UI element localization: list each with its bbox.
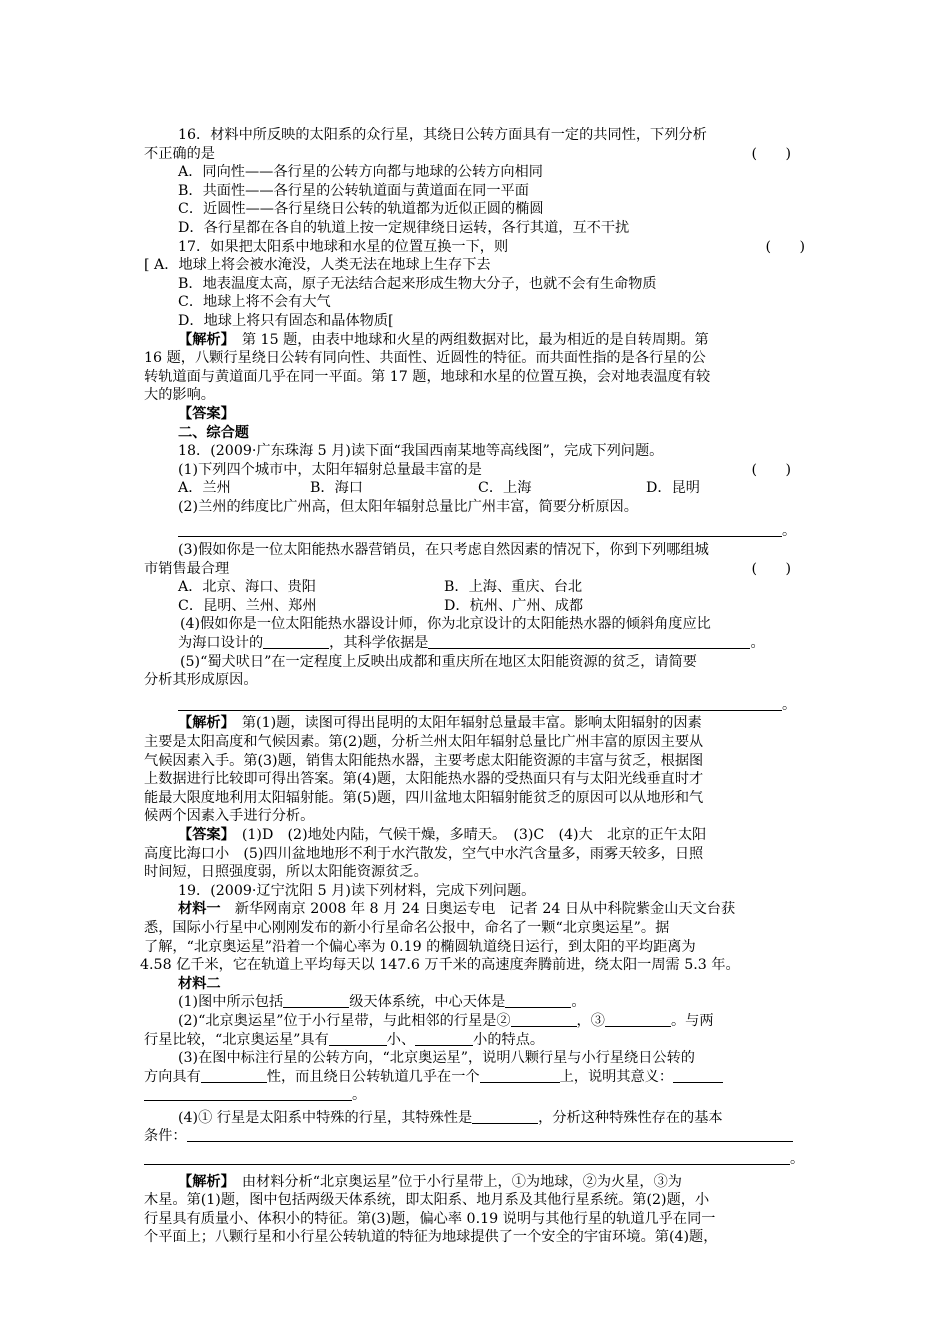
section2-title: 二、综合题: [178, 424, 249, 441]
analysis1-line4: 大的影响。: [144, 387, 215, 404]
q18-s3-stem-end: 市销售最合理: [144, 560, 230, 577]
q18-s4-text-a: 为海口设计的: [178, 635, 264, 652]
document-page: [140, 120, 809, 1247]
answer1-label: 【答案】: [178, 405, 235, 422]
q19-m2-label: 材料二: [178, 975, 221, 992]
q17-option-c: C．地球上将不会有大气: [178, 294, 331, 311]
analysis2-label: 【解析】: [178, 715, 228, 732]
q19-s4-text-c: 条件：: [144, 1128, 187, 1145]
q19-s3-blank3: [673, 1068, 723, 1083]
q18-s3-options-row1: [144, 578, 809, 597]
q18-s4-blank1: [263, 634, 329, 649]
q19-s4-line3: [144, 1150, 809, 1169]
q16-line1: 16．材料中所反映的太阳系的众行星，其绕日公转方面具有一定的共同性，下列分析: [178, 127, 707, 143]
q19-s2-text-e: 小、: [386, 1031, 416, 1048]
q19-s1-text-a: (1)图中所示包括: [178, 994, 284, 1011]
q19-s3-line2: [144, 1068, 809, 1087]
q19-m1-line2: 悉，国际小行星中心刚刚发布的新小行星命名公报中，命名了一颗“北京奥运星”。据: [144, 919, 670, 936]
q18-s4-text-b: ，其科学依据是: [329, 635, 429, 652]
analysis1-label: 【解析】: [178, 331, 228, 348]
analysis3-label: 【解析】: [178, 1173, 228, 1190]
q18-s3-line1: (3)假如你是一位太阳能热水器营销员，在只考虑自然因素的情况下，你到下列哪组城: [178, 542, 709, 559]
q19-s4-line1: [144, 1109, 809, 1128]
q19-s4-end: 。: [790, 1151, 805, 1168]
analysis3-line3: 行星具有质量小、体积小的特征。第(3)题，偏心率 0.19 说明与其他行星的轨道几乎在同一: [144, 1210, 716, 1227]
q19-m1-text1: 新华网南京 2008 年 8 月 24 日奥运专电 记者 24 日从中科院紫金山天文台获: [220, 901, 736, 918]
q19-s4-blank1: [472, 1109, 538, 1124]
q18-s4-blank2: [428, 634, 750, 649]
q19-s2-text-a: (2)“北京奥运星”位于小行星带，与此相邻的行星是②: [178, 1012, 511, 1029]
q18-s2-answer-line: [144, 522, 809, 541]
analysis1-line3: 转轨道面与黄道面几乎在同一平面。第 17 题，地球和水星的位置互换，会对地表温度有较: [144, 368, 711, 385]
q19-s2-blank2: [605, 1012, 671, 1027]
analysis3-text1: 由材料分析“北京奥运星”位于小行星带上，①为地球，②为火星，③为: [227, 1173, 682, 1190]
q17-option-b: B．地表温度太高，原子无法结合起来形成生物大分子，也就不会有生命物质: [178, 275, 657, 292]
q16-option-c: C．近圆性——各行星绕日公转的轨道都为近似正圆的椭圆: [178, 201, 544, 218]
analysis1-text1: 第 15 题，由表中地球和火星的两组数据对比，最为相近的是自转周期。第: [227, 331, 709, 348]
q18-s1-option-a: A．兰州: [178, 480, 231, 497]
q19-s2-blank3: [329, 1031, 387, 1046]
q18-s4-line2: [144, 634, 809, 653]
q16-answer-paren: ( ): [751, 145, 791, 162]
q19-m1-line4: 4.58 亿千米，它在轨道上平均每天以 147.6 万千米的高速度奔腾前进，绕太阳一周需 5.3 年。: [140, 957, 740, 974]
q17-line1: [144, 238, 809, 257]
answer2-line1: [144, 826, 809, 845]
q19-s3-blank4: [144, 1086, 352, 1101]
q19-s3-end: 。: [352, 1087, 367, 1104]
q17-answer-paren: ( ): [765, 238, 805, 255]
q18-s5-line2: 分析其形成原因。: [144, 672, 258, 689]
analysis2-line2: 主要是太阳高度和气候因素。第(2)题，分析兰州太阳年辐射总量比广州丰富的原因主要从: [144, 734, 704, 750]
analysis1-line2: 16 题，八颗行星绕日公转有同向性、共面性、近圆性的特征。而共面性指的是各行星的公: [144, 350, 706, 367]
analysis2-text1: 第(1)题，读图可得出昆明的太阳年辐射总量最丰富。影响太阳辐射的因素: [227, 715, 702, 732]
q19-s4-blank2: [187, 1127, 793, 1142]
q18-s2-end: 。: [782, 523, 797, 540]
q19-s1-blank2: [505, 993, 571, 1008]
q19-s1: [144, 993, 809, 1012]
q19-s2-line1: [144, 1012, 809, 1031]
q18-s5-blank: [178, 696, 782, 711]
analysis3-line1: [144, 1173, 809, 1192]
analysis2-line1: [144, 714, 809, 733]
analysis3-line2: 木星。第(1)题，图中包括两级天体系统，即太阳系、地月系及其他行星系统。第(2)题，小: [144, 1192, 710, 1209]
q19-s1-blank1: [283, 993, 349, 1008]
analysis2-line6: 候两个因素入手进行分析。: [144, 808, 315, 825]
q18-line1: 18．(2009·广东珠海 5 月)读下面“我国西南某地等高线图”，完成下列问题。: [178, 443, 664, 460]
q19-line1: 19．(2009·辽宁沈阳 5 月)读下列材料，完成下列问题。: [178, 882, 536, 899]
q19-s1-text-b: 级天体系统，中心天体是: [349, 994, 506, 1011]
q19-s3-text-b: 方向具有: [144, 1068, 201, 1085]
q18-s1: [144, 461, 809, 480]
q19-m1-label: 材料一: [178, 901, 221, 918]
q19-s3-line1: (3)在图中标注行星的公转方向，“北京奥运星”，说明八颗行星与小行星绕日公转的: [178, 1050, 695, 1067]
q19-s4-text-a: (4)① 行星是太阳系中特殊的行星，其特殊性是: [178, 1109, 473, 1126]
q16-stem-end: 不正确的是: [144, 145, 215, 162]
q18-s1-option-b: B．海口: [310, 480, 363, 497]
q18-s1-option-d: D．昆明: [646, 480, 700, 497]
analysis2-line3: 气候因素入手。第(3)题，销售太阳能热水器，主要考虑太阳能资源的丰富与贫乏，根据图: [144, 752, 704, 769]
q18-s1-option-c: C．上海: [478, 480, 532, 497]
q18-s5-end: 。: [782, 696, 797, 713]
q18-s2-blank: [178, 522, 782, 537]
q19-m1-line1: [144, 900, 809, 919]
q19-s2-text-f: 小的特点。: [473, 1031, 545, 1048]
q16-option-d: D．各行星都在各自的轨道上按一定规律绕日运转，各行其道，互不干扰: [178, 219, 630, 236]
q19-s4-line2: [144, 1127, 809, 1146]
q18-s3-option-a: A．北京、海口、贵阳: [178, 579, 316, 596]
answer2-text1: (1)D (2)地处内陆，气候干燥，多晴天。 (3)C (4)大 北京的正午太阳: [227, 826, 707, 843]
q18-s5-line1: (5)“蜀犬吠日”在一定程度上反映出成都和重庆所在地区太阳能资源的贫乏，请简要: [180, 653, 697, 670]
answer2-label: 【答案】: [178, 826, 228, 843]
q18-s2: (2)兰州的纬度比广州高，但太阳年辐射总量比广州丰富，简要分析原因。: [178, 498, 638, 515]
q19-s2-text-c: 。与两: [670, 1012, 714, 1029]
q18-s1-paren: ( ): [751, 461, 791, 478]
q19-s2-blank1: [511, 1012, 577, 1027]
q18-s4-end: 。: [750, 635, 765, 652]
q18-s5-answer-line: [144, 696, 809, 715]
q18-s3-line2: [144, 560, 809, 579]
analysis2-line5: 能最大限度地利用太阳辐射能。第(5)题，四川盆地太阳辐射能贫乏的原因可以从地形和气: [144, 789, 704, 806]
q18-s1-options: [144, 479, 809, 498]
q17-option-a: [ A．地球上将会被水淹没，人类无法在地球上生存下去: [144, 257, 491, 274]
q17-stem: 17．如果把太阳系中地球和水星的位置互换一下，则: [178, 238, 509, 255]
q16-option-a: A．同向性——各行星的公转方向都与地球的公转方向相同: [178, 164, 543, 181]
q19-s4-blank3: [144, 1150, 790, 1165]
q18-s4-line1: (4)假如你是一位太阳能热水器设计师，你为北京设计的太阳能热水器的倾斜角度应比: [180, 616, 711, 633]
q19-s3-line3: [144, 1086, 809, 1105]
q18-s3-option-c: C．昆明、兰州、郑州: [178, 597, 317, 614]
q19-s2-line2: [144, 1031, 809, 1050]
answer2-line3: 时间短，日照强度弱，所以太阳能资源贫乏。: [144, 864, 428, 881]
q19-s3-text-d: 上，说明其意义：: [559, 1068, 674, 1085]
analysis2-line4: 上数据进行比较即可得出答案。第(4)题，太阳能热水器的受热面只有与太阳光线垂直时才: [144, 771, 704, 788]
q17-option-d: D．地球上将只有固态和晶体物质[: [178, 312, 394, 329]
q19-s2-blank4: [415, 1031, 473, 1046]
q19-m1-line3: 了解，“北京奥运星”沿着一个偏心率为 0.19 的椭圆轨道绕日运行，到太阳的平均距离为: [144, 938, 696, 955]
q19-s3-text-c: 性，而且绕日公转轨道几乎在一个: [266, 1068, 480, 1085]
q16-option-b: B．共面性——各行星的公转轨道面与黄道面在同一平面: [178, 182, 529, 199]
q16-line2: [144, 145, 809, 164]
q19-s4-text-b: ，分析这种特殊性存在的基本: [538, 1109, 723, 1126]
q18-s3-option-b: B．上海、重庆、台北: [444, 579, 583, 596]
analysis3-line4: 个平面上；八颗行星和小行星公转轨道的特征为地球提供了一个安全的宇宙环境。第(4)题，: [144, 1229, 718, 1246]
q18-s1-stem: (1)下列四个城市中，太阳年辐射总量最丰富的是: [178, 461, 482, 478]
q19-s3-blank1: [201, 1068, 267, 1083]
q18-s3-option-d: D．杭州、广州、成都: [444, 597, 584, 614]
q19-s3-blank2: [480, 1068, 560, 1083]
q19-s1-end: 。: [571, 994, 586, 1011]
q18-s3-options-row2: [144, 597, 809, 616]
analysis1-line1: [144, 331, 809, 350]
q19-s2-text-d: 行星比较，“北京奥运星”具有: [144, 1031, 329, 1048]
q18-s3-paren: ( ): [751, 560, 791, 577]
q19-s2-text-b: ，③: [576, 1012, 605, 1029]
answer2-line2: 高度比海口小 (5)四川盆地地形不利于水汽散发，空气中水汽含量多，雨雾天较多，日照: [144, 845, 704, 862]
